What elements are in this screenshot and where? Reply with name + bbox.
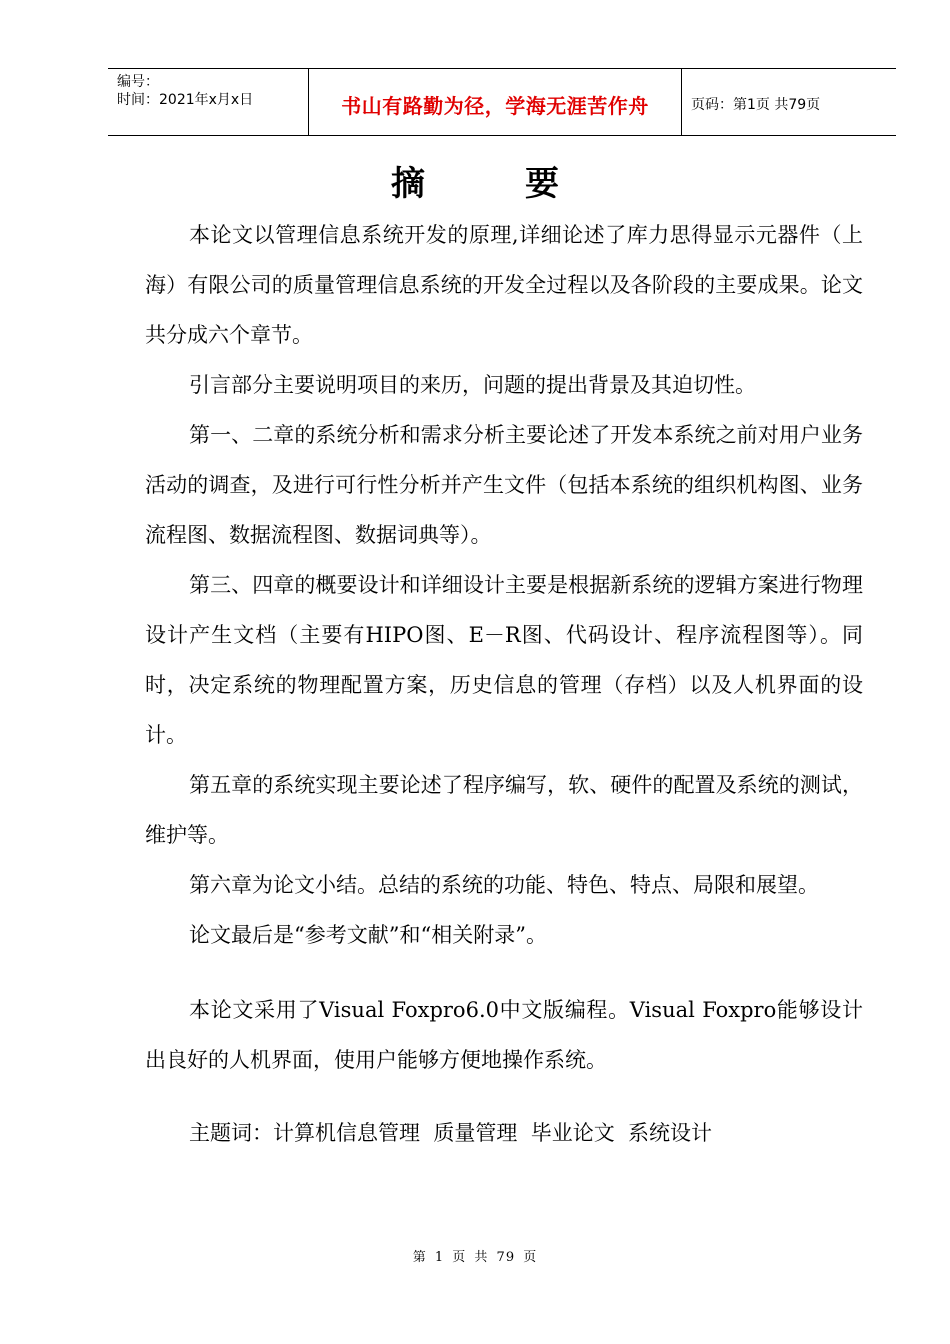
header-info-cell: [108, 69, 309, 135]
page-title: 摘要: [391, 164, 659, 204]
abstract-body: [145, 210, 863, 1085]
time-label: 时间：2021年x月x日: [117, 92, 254, 108]
header-page-cell: [682, 69, 896, 135]
page-footer: 第 1 页 共 79 页: [412, 1250, 538, 1265]
serial-label: 编号：: [117, 74, 159, 90]
paragraph-gap: [145, 960, 863, 985]
abstract-paragraph-tools: 本论文采用了Visual Foxpro6.0中文版编程。Visual Foxpro能够设计出良好的人机界面，使用户能够方便地操作系统。: [145, 998, 863, 1072]
motto-text: 书山有路勤为径，学海无涯苦作舟: [341, 93, 649, 118]
abstract-paragraph: 第一、二章的系统分析和需求分析主要论述了开发本系统之前对用户业务活动的调查，及进行可行性分析并产生文件（包括本系统的组织机构图、业务流程图、数据流程图、数据词典等）。: [145, 423, 863, 547]
abstract-paragraph: 第三、四章的概要设计和详细设计主要是根据新系统的逻辑方案进行物理设计产生文档（主要有HIPO图、E－R图、代码设计、程序流程图等）。同时，决定系统的物理配置方案，历史信息的管理（存档）以及人机界面的设计。: [145, 573, 863, 747]
abstract-paragraph: 第五章的系统实现主要论述了程序编写，软、硬件的配置及系统的测试，维护等。: [145, 773, 863, 847]
keywords-line: 主题词：计算机信息管理 质量管理 毕业论文 系统设计: [189, 1121, 713, 1145]
header-table: [108, 68, 896, 136]
abstract-paragraph: 本论文以管理信息系统开发的原理,详细论述了库力思得显示元器件（上海）有限公司的质量管理信息系统的开发全过程以及各阶段的主要成果。论文共分成六个章节。: [145, 223, 863, 347]
abstract-paragraph: 论文最后是“参考文献”和“相关附录”。: [189, 923, 547, 947]
page-info: 页码：第1页 共79页: [691, 97, 821, 113]
abstract-paragraph: 第六章为论文小结。总结的系统的功能、特色、特点、局限和展望。: [189, 873, 819, 897]
header-motto-cell: [309, 69, 682, 135]
abstract-paragraph: 引言部分主要说明项目的来历，问题的提出背景及其迫切性。: [189, 373, 756, 397]
